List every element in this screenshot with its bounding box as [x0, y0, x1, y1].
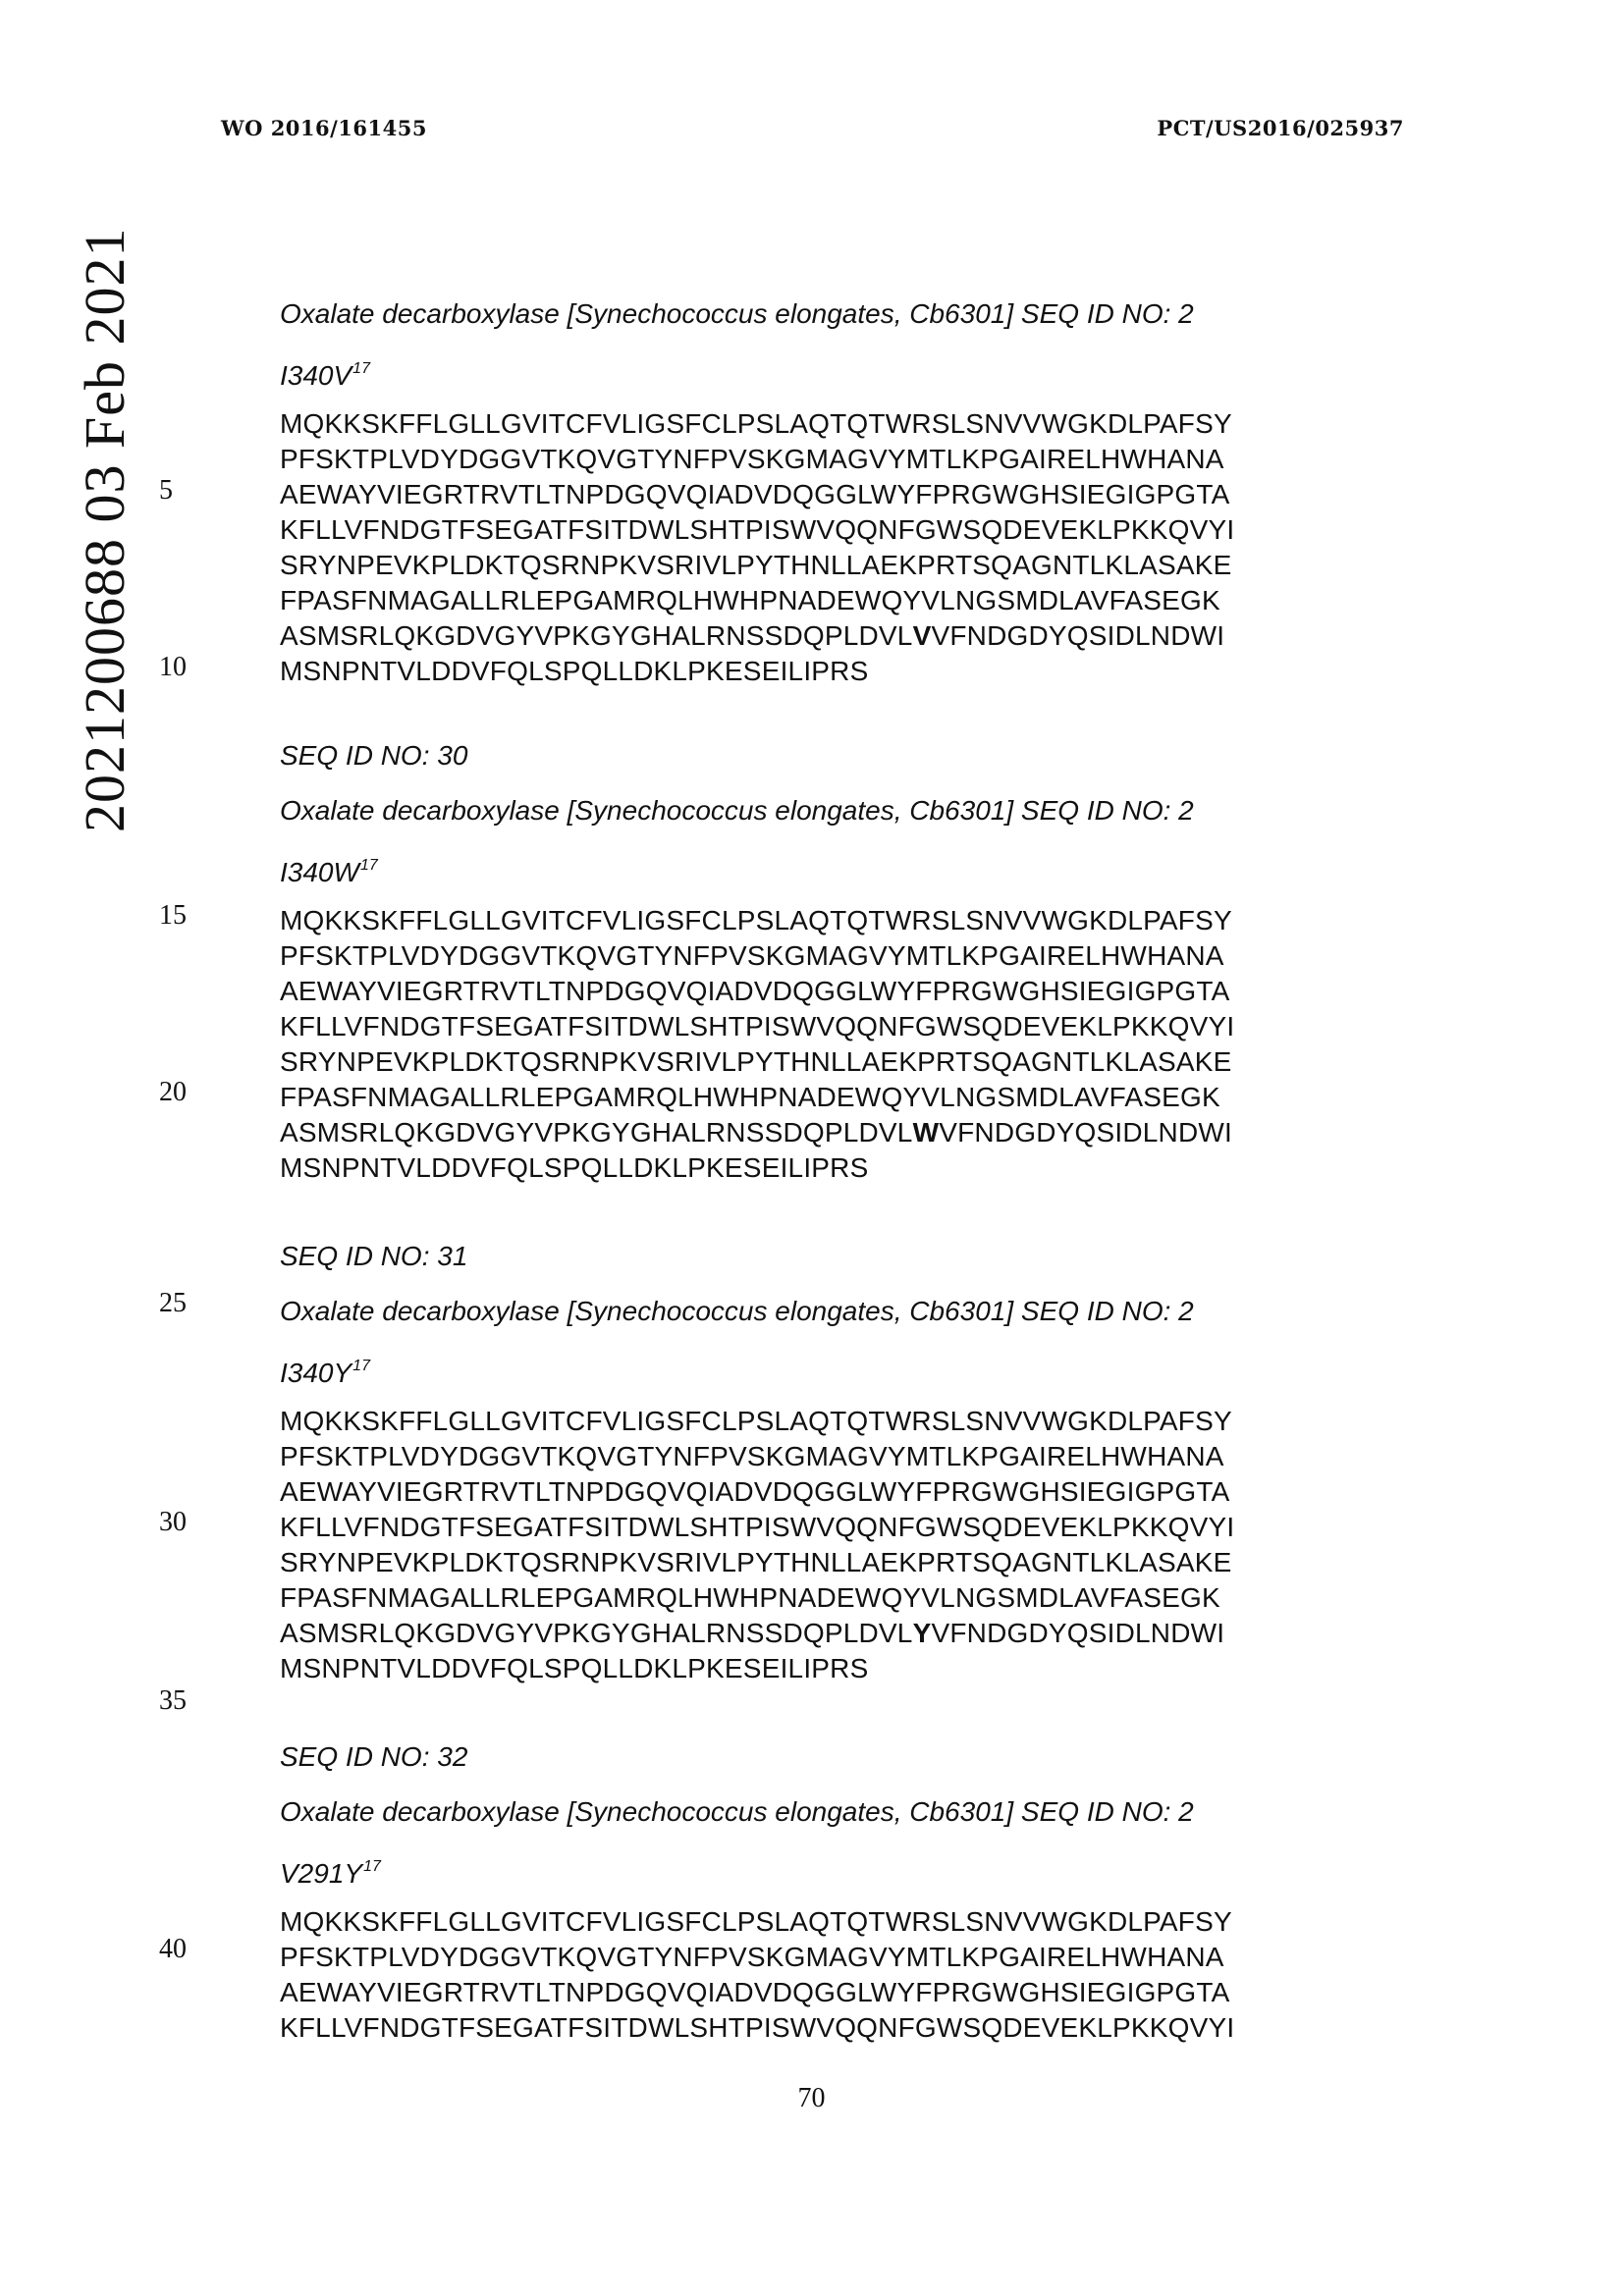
sequence-line: KFLLVFNDGTFSEGATFSITDWLSHTPISWVQQNFGWSQDEVEKLPKKQVYI: [280, 1512, 1235, 1542]
sequence-line-with-mutation: [280, 618, 1234, 654]
line-number: 25: [159, 1288, 187, 1318]
seq-id-heading: SEQ ID NO: 31: [280, 1241, 468, 1271]
variant-name: I340W: [280, 857, 359, 887]
sequence-line: KFLLVFNDGTFSEGATFSITDWLSHTPISWVQQNFGWSQDEVEKLPKKQVYI: [280, 1011, 1235, 1041]
sequence-line: AEWAYVIEGRTRVTLTNPDGQVQIADVDQGGLWYFPRGWGHSIEGIGPGTA: [280, 479, 1230, 509]
sequence-block: [280, 903, 1234, 1186]
variant-footnote: 17: [359, 857, 378, 874]
mutated-residue: V: [912, 620, 932, 651]
sequence-line: MQKKSKFFLGLLGVITCFVLIGSFCLPSLAQTQTWRSLSNVVWGKDLPAFSY: [280, 1906, 1232, 1937]
entry-title: Oxalate decarboxylase [Synechococcus elongates, Cb6301] SEQ ID NO: 2: [280, 1796, 1194, 1827]
sequence-segment: VFNDGDYQSIDLNDWI: [931, 1618, 1225, 1648]
sequence-entry: [280, 1239, 1234, 1686]
side-stamp: 2021200688 03 Feb 2021: [73, 227, 136, 832]
line-number: 40: [159, 1934, 187, 1964]
sequence-block: [280, 1904, 1234, 2046]
sequence-line: MQKKSKFFLGLLGVITCFVLIGSFCLPSLAQTQTWRSLSNVVWGKDLPAFSY: [280, 408, 1232, 439]
sequence-segment: VFNDGDYQSIDLNDWI: [939, 1117, 1232, 1148]
sequence-line: PFSKTPLVDYDGGVTKQVGTYNFPVSKGMAGVYMTLKPGAIRELHWHANA: [280, 940, 1224, 971]
variant-footnote: 17: [363, 1858, 381, 1875]
entry-title: Oxalate decarboxylase [Synechococcus elongates, Cb6301] SEQ ID NO: 2: [280, 1296, 1194, 1326]
variant-name: V291Y: [280, 1858, 363, 1889]
line-number: 35: [159, 1685, 187, 1716]
sequence-block: [280, 1404, 1234, 1686]
mutated-residue: Y: [912, 1618, 932, 1648]
sequence-line: KFLLVFNDGTFSEGATFSITDWLSHTPISWVQQNFGWSQDEVEKLPKKQVYI: [280, 514, 1235, 545]
sequence-segment: ASMSRLQKGDVGYVPKGYGHALRNSSDQPLDVL: [280, 620, 913, 651]
sequence-line: AEWAYVIEGRTRVTLTNPDGQVQIADVDQGGLWYFPRGWGHSIEGIGPGTA: [280, 1476, 1230, 1507]
sequence-line: SRYNPEVKPLDKTQSRNPKVSRIVLPYTHNLLAEKPRTSQAGNTLKLASAKE: [280, 1046, 1232, 1077]
seq-id-heading: SEQ ID NO: 30: [280, 740, 468, 771]
variant-name: I340V: [280, 360, 352, 391]
sequence-line: MSNPNTVLDDVFQLSPQLLDKLPKESEILIPRS: [280, 1152, 869, 1183]
sequence-line-with-mutation: [280, 1616, 1234, 1651]
entry-title: Oxalate decarboxylase [Synechococcus elongates, Cb6301] SEQ ID NO: 2: [280, 298, 1194, 329]
variant-name: I340Y: [280, 1358, 352, 1388]
sequence-segment: ASMSRLQKGDVGYVPKGYGHALRNSSDQPLDVL: [280, 1117, 913, 1148]
sequence-segment: ASMSRLQKGDVGYVPKGYGHALRNSSDQPLDVL: [280, 1618, 913, 1648]
line-number: 20: [159, 1077, 187, 1107]
variant-label: [280, 1849, 1234, 1889]
mutated-residue: W: [912, 1117, 940, 1148]
sequence-line: SRYNPEVKPLDKTQSRNPKVSRIVLPYTHNLLAEKPRTSQAGNTLKLASAKE: [280, 1547, 1232, 1577]
sequence-line: MSNPNTVLDDVFQLSPQLLDKLPKESEILIPRS: [280, 1653, 869, 1683]
seq-id-heading: SEQ ID NO: 32: [280, 1741, 468, 1772]
sequence-line-with-mutation: [280, 1115, 1234, 1150]
page-number: 70: [797, 2083, 826, 2113]
variant-label: [280, 848, 1234, 887]
sequence-line: KFLLVFNDGTFSEGATFSITDWLSHTPISWVQQNFGWSQDEVEKLPKKQVYI: [280, 2012, 1235, 2043]
sequence-line: MSNPNTVLDDVFQLSPQLLDKLPKESEILIPRS: [280, 656, 869, 686]
sequence-line: PFSKTPLVDYDGGVTKQVGTYNFPVSKGMAGVYMTLKPGAIRELHWHANA: [280, 444, 1224, 474]
sequence-line: PFSKTPLVDYDGGVTKQVGTYNFPVSKGMAGVYMTLKPGAIRELHWHANA: [280, 1942, 1224, 1972]
application-number: PCT/US2016/025937: [1157, 116, 1404, 140]
line-number: 5: [159, 475, 173, 506]
sequence-segment: VFNDGDYQSIDLNDWI: [931, 620, 1225, 651]
sequence-line: FPASFNMAGALLRLEPGAMRQLHWHPNADEWQYVLNGSMDLAVFASEGK: [280, 585, 1220, 615]
sequence-entry: [280, 296, 1234, 689]
entry-title: Oxalate decarboxylase [Synechococcus elongates, Cb6301] SEQ ID NO: 2: [280, 795, 1194, 826]
line-number: 30: [159, 1507, 187, 1537]
sequence-line: FPASFNMAGALLRLEPGAMRQLHWHPNADEWQYVLNGSMDLAVFASEGK: [280, 1082, 1220, 1112]
variant-label: [280, 1349, 1234, 1388]
sequence-line: PFSKTPLVDYDGGVTKQVGTYNFPVSKGMAGVYMTLKPGAIRELHWHANA: [280, 1441, 1224, 1471]
variant-footnote: 17: [352, 360, 370, 377]
sequence-line: FPASFNMAGALLRLEPGAMRQLHWHPNADEWQYVLNGSMDLAVFASEGK: [280, 1582, 1220, 1613]
variant-footnote: 17: [352, 1358, 370, 1374]
line-number: 10: [159, 652, 187, 682]
sequence-line: AEWAYVIEGRTRVTLTNPDGQVQIADVDQGGLWYFPRGWGHSIEGIGPGTA: [280, 1977, 1230, 2007]
variant-label: [280, 351, 1234, 391]
sequence-entry: [280, 1739, 1234, 2046]
sequence-line: AEWAYVIEGRTRVTLTNPDGQVQIADVDQGGLWYFPRGWGHSIEGIGPGTA: [280, 976, 1230, 1006]
sequence-line: MQKKSKFFLGLLGVITCFVLIGSFCLPSLAQTQTWRSLSNVVWGKDLPAFSY: [280, 1406, 1232, 1436]
sequence-line: MQKKSKFFLGLLGVITCFVLIGSFCLPSLAQTQTWRSLSNVVWGKDLPAFSY: [280, 905, 1232, 935]
sequence-block: [280, 406, 1234, 689]
publication-number: WO 2016/161455: [221, 116, 427, 140]
sequence-entry: [280, 738, 1234, 1186]
sequence-line: SRYNPEVKPLDKTQSRNPKVSRIVLPYTHNLLAEKPRTSQAGNTLKLASAKE: [280, 550, 1232, 580]
line-number: 15: [159, 900, 187, 931]
